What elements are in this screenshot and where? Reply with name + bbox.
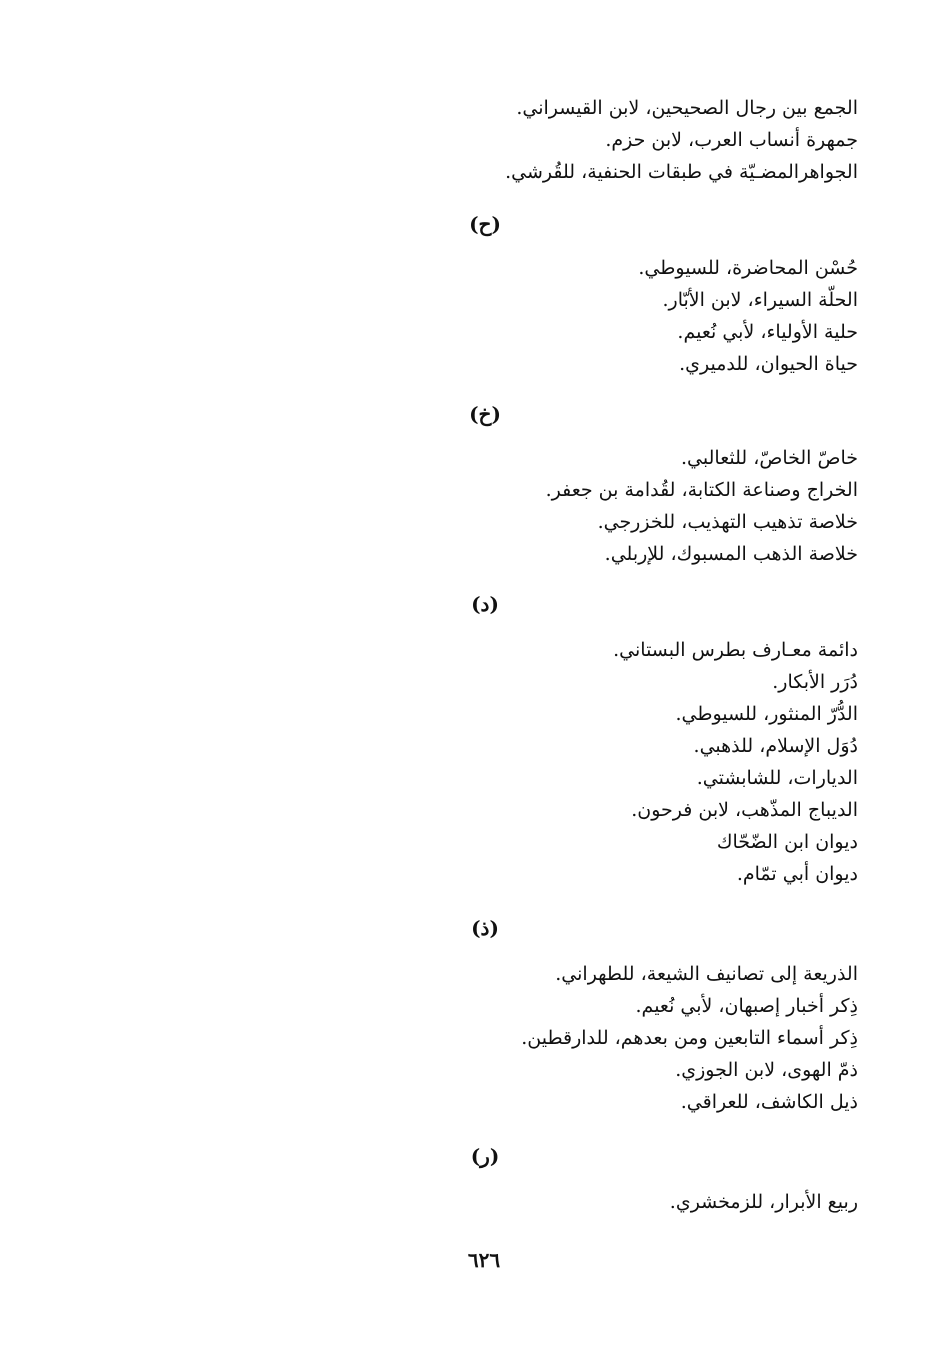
section-header-dal: (د) — [471, 592, 499, 616]
entry: حلية الأولياء، لأبي نُعيم. — [677, 321, 858, 343]
section-header-ra: (ر) — [470, 1144, 500, 1168]
entry: الجمع بين رجال الصحيحين، لابن القيسراني. — [516, 97, 858, 119]
entry: ذِكر أخبار إصبهان، لأبي نُعيم. — [635, 995, 858, 1017]
entry: خلاصة الذهب المسبوك، للإربلي. — [604, 543, 858, 565]
section-header-kha: (خ) — [469, 402, 501, 426]
entry: ذمّ الهوى، لابن الجوزي. — [675, 1059, 858, 1081]
entry: حياة الحيوان، للدميري. — [679, 353, 858, 375]
entry: ربيع الأبرار، للزمخشري. — [669, 1191, 858, 1213]
entry: دائمة معـارف بطرس البستاني. — [613, 639, 858, 661]
entry: جمهرة أنساب العرب، لابن حزم. — [605, 129, 858, 151]
section-header-ha: (ح) — [469, 212, 501, 236]
entry: الديارات، للشابشتي. — [696, 767, 858, 789]
entry: خاصّ الخاصّ، للثعالبي. — [681, 447, 858, 469]
entry: الخراج وصناعة الكتابة، لقُدامة بن جعفر. — [545, 479, 858, 501]
entry: ذيل الكاشف، للعراقي. — [680, 1091, 858, 1113]
entry: خلاصة تذهيب التهذيب، للخزرجي. — [597, 511, 858, 533]
entry: ديوان أبي تمّام. — [736, 863, 858, 885]
entry: الديباج المذّهب، لابن فرحون. — [631, 799, 858, 821]
section-dal — [438, 634, 858, 890]
entry: دُرَر الأبكار. — [772, 671, 858, 693]
section-ra — [438, 1186, 858, 1218]
entry: ذِكر أسماء التابعين ومن بعدهم، للدارقطين. — [521, 1027, 858, 1049]
entry: الدُّرّ المنثور، للسيوطي. — [675, 703, 858, 725]
section-dhal — [438, 958, 858, 1118]
page-number: ٦٢٦ — [467, 1248, 501, 1272]
section-header-dhal: (ذ) — [471, 916, 499, 940]
section-ha — [438, 252, 858, 380]
entry: حُسْن المحاضرة، للسيوطي. — [638, 257, 858, 279]
entry: دُوَل الإسلام، للذهبي. — [693, 735, 858, 757]
section-jim-continued — [438, 92, 858, 188]
section-kha — [438, 442, 858, 570]
entry: ديوان ابن الضّحّاك — [716, 831, 858, 853]
entry: الحلّة السيراء، لابن الأبّار. — [662, 289, 858, 311]
entry: الذريعة إلى تصانيف الشيعة، للطهراني. — [555, 963, 858, 985]
entry: الجواهرالمضـيّة في طبقات الحنفية، للقُرشي. — [505, 161, 858, 183]
